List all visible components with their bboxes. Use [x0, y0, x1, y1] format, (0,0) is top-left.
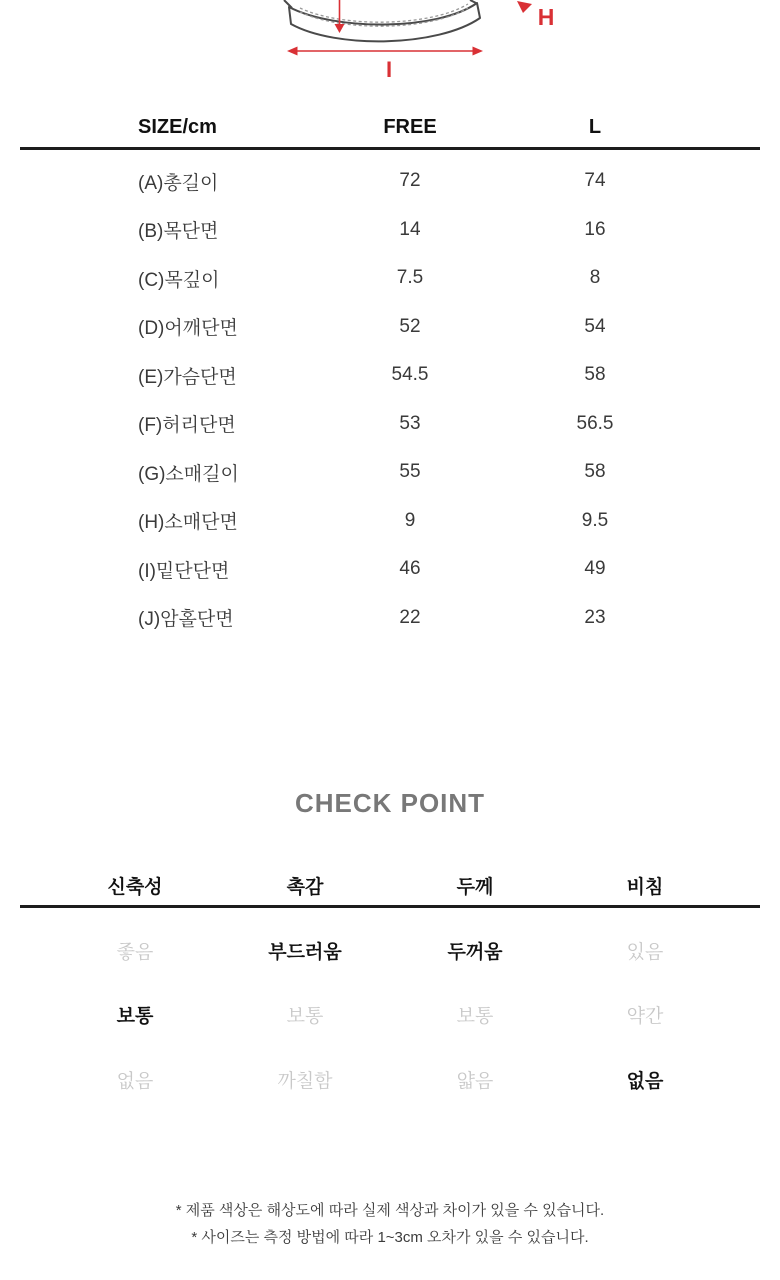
- measure-label: (C)목깊이: [138, 269, 220, 291]
- measure-label: (I)밑단단면: [138, 560, 230, 582]
- table-row: [20, 545, 760, 594]
- check-point-title: CHECK POINT: [294, 788, 486, 818]
- cp-option: 좋음: [116, 941, 154, 963]
- measure-value-l: 16: [584, 218, 606, 240]
- cp-option: 두꺼움: [447, 941, 503, 963]
- measure-value-l: 49: [584, 558, 606, 580]
- cp-option: 보통: [286, 1006, 324, 1028]
- size-table: [20, 108, 760, 642]
- cp-option: 보통: [116, 1006, 154, 1028]
- footnotes: [0, 1197, 780, 1251]
- cp-option: 보통: [456, 1006, 494, 1028]
- measure-label: (B)목단면: [138, 221, 219, 243]
- note-size-disclaimer: * 사이즈는 측정 방법에 따라 1~3cm 오차가 있을 수 있습니다.: [191, 1229, 589, 1246]
- check-point-row: [20, 983, 760, 1048]
- note-color-disclaimer: * 제품 색상은 해상도에 따라 실제 색상과 차이가 있을 수 있습니다.: [175, 1202, 605, 1219]
- measure-value-free: 46: [399, 558, 421, 580]
- garment-hem-band: [289, 3, 480, 41]
- cuff-arrow-head: [517, 1, 532, 13]
- measure-label: (E)가슴단면: [138, 366, 237, 388]
- size-table-header-free: FREE: [383, 116, 437, 138]
- table-row: [20, 351, 760, 400]
- hem-width-arrow-head-right: [473, 47, 484, 56]
- table-row: [20, 448, 760, 497]
- size-table-header-row: [20, 108, 760, 150]
- table-row: [20, 594, 760, 643]
- table-row: [20, 254, 760, 303]
- measure-label: (F)허리단면: [138, 415, 236, 437]
- size-table-header-l: L: [588, 116, 602, 138]
- table-row: [20, 303, 760, 352]
- table-row: [20, 206, 760, 255]
- size-table-header-unit: SIZE/cm: [138, 116, 217, 138]
- measure-value-free: 14: [399, 218, 421, 240]
- measure-value-l: 9.5: [581, 509, 609, 531]
- hem-width-arrow-head-left: [287, 47, 298, 56]
- measure-value-l: 56.5: [576, 412, 614, 434]
- cp-option: 없음: [626, 1070, 664, 1092]
- measure-value-free: 55: [399, 461, 421, 483]
- cp-option: 까칠함: [277, 1070, 333, 1092]
- garment-right-edge: [470, 0, 476, 3]
- measure-value-free: 54.5: [391, 364, 429, 386]
- size-table-body: [20, 150, 760, 642]
- table-row: [20, 400, 760, 449]
- measure-value-l: 58: [584, 461, 606, 483]
- measure-value-l: 74: [584, 170, 606, 192]
- measure-label: (D)어깨단면: [138, 318, 238, 340]
- cp-option: 약간: [626, 1006, 664, 1028]
- measure-label: (A)총길이: [138, 172, 219, 194]
- measure-value-l: 58: [584, 364, 606, 386]
- table-row: [20, 157, 760, 206]
- cp-header-sheerness: 비침: [626, 877, 664, 898]
- garment-measurement-diagram: [0, 0, 780, 82]
- cp-header-stretch: 신축성: [107, 877, 163, 898]
- measure-label: (G)소매길이: [138, 463, 239, 485]
- measure-label: (J)암홀단면: [138, 609, 234, 631]
- cuff-label: H: [537, 4, 555, 30]
- measure-value-free: 53: [399, 412, 421, 434]
- measure-value-free: 22: [399, 606, 421, 628]
- measure-value-l: 23: [584, 606, 606, 628]
- check-point-table: [20, 866, 760, 1112]
- check-point-header-row: [20, 866, 760, 908]
- measure-value-free: 72: [399, 170, 421, 192]
- cp-header-thickness: 두께: [456, 877, 494, 898]
- cp-option: 부드러움: [268, 941, 342, 963]
- hem-width-label: I: [385, 57, 393, 82]
- cp-option: 얇음: [456, 1070, 494, 1092]
- cp-header-texture: 촉감: [286, 877, 324, 898]
- measure-value-l: 54: [584, 315, 606, 337]
- measure-value-free: 9: [404, 509, 416, 531]
- cp-option: 있음: [626, 941, 664, 963]
- measure-label: (H)소매단면: [138, 512, 238, 534]
- measure-value-l: 8: [589, 267, 601, 289]
- check-point-body: [20, 908, 760, 1112]
- check-point-row: [20, 918, 760, 983]
- table-row: [20, 497, 760, 546]
- measure-value-free: 52: [399, 315, 421, 337]
- check-point-row: [20, 1047, 760, 1112]
- measure-value-free: 7.5: [396, 267, 424, 289]
- cp-option: 없음: [116, 1070, 154, 1092]
